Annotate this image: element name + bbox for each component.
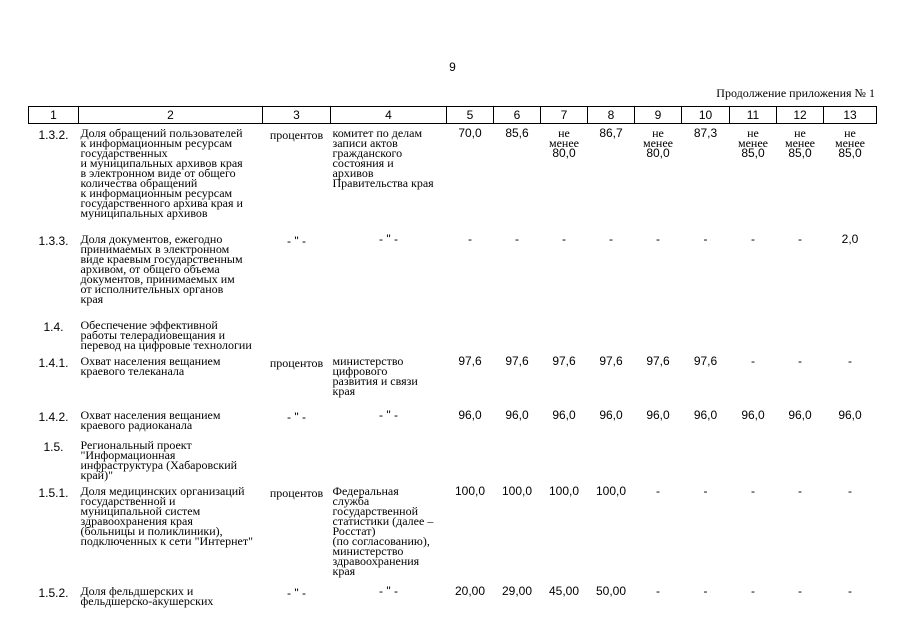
cell-line: 100,0	[548, 483, 580, 498]
unit-cell: процентов	[269, 128, 324, 142]
cell-line: 86,7	[599, 126, 623, 140]
cell-line: инфраструктура (Хабаровский	[80, 457, 238, 472]
indicator-name	[79, 482, 263, 582]
row-number: 1.5.1.	[38, 485, 69, 500]
table-row	[29, 352, 877, 406]
row-number: 1.4.2.	[38, 409, 69, 424]
cell-line: менее	[835, 136, 865, 150]
cell-line: Доля медицинских организаций	[80, 483, 245, 498]
cell-line: государственной и	[80, 493, 176, 508]
value-cell	[682, 436, 730, 482]
cell-line: -	[798, 483, 802, 498]
value-cell	[541, 406, 588, 436]
cell-line: край)"	[80, 467, 113, 482]
cell-line: развития и связи	[332, 373, 418, 388]
column-header: 8	[588, 107, 635, 124]
value-cell	[447, 352, 494, 406]
value-cell	[588, 352, 635, 406]
indicator-name	[79, 124, 263, 230]
cell-line: -	[609, 231, 613, 246]
unit-cell: процентов	[269, 485, 324, 500]
cell-line: не	[747, 126, 759, 140]
column-header: 5	[447, 107, 494, 124]
value-cell	[777, 316, 824, 352]
value-cell	[447, 582, 494, 618]
cell-line: -	[848, 583, 852, 598]
cell-line: 29,00	[501, 583, 533, 598]
cell-line: 96,0	[838, 407, 862, 422]
value-cell	[824, 316, 877, 352]
value-cell	[588, 230, 635, 316]
cell-line: 45,00	[548, 583, 580, 598]
column-header: 6	[494, 107, 541, 124]
cell-line: 97,6	[458, 353, 482, 368]
cell-line: и муниципальных архивов края	[80, 156, 243, 170]
cell-line: 96,0	[741, 407, 765, 422]
value-cell	[447, 436, 494, 482]
cell-line: виде краевым государственным	[80, 251, 243, 266]
indicator-name	[79, 582, 263, 618]
table-row	[29, 436, 877, 482]
value-cell	[824, 406, 877, 436]
value-cell	[588, 406, 635, 436]
cell-line: Доля фельдшерских и	[80, 583, 194, 598]
value-cell	[635, 582, 682, 618]
responsible-org	[331, 582, 447, 618]
indicators-table	[28, 106, 877, 618]
value-cell	[494, 124, 541, 230]
cell-line: фельдшерско-акушерских	[80, 593, 214, 608]
cell-line: не	[652, 126, 664, 140]
cell-line: (по согласованию),	[332, 533, 430, 548]
value-cell	[447, 406, 494, 436]
cell-line: 97,6	[693, 353, 718, 368]
cell-line: 96,0	[458, 407, 482, 422]
column-header: 13	[824, 107, 877, 124]
cell-line: краевого телеканала	[80, 363, 185, 378]
value-cell	[541, 352, 588, 406]
value-cell	[635, 230, 682, 316]
value-cell	[777, 482, 824, 582]
column-header: 3	[263, 107, 331, 124]
value-cell	[447, 230, 494, 316]
cell-line: 97,6	[646, 353, 670, 368]
cell-line: цифрового	[332, 363, 388, 378]
table-row	[29, 406, 877, 436]
cell-line: -	[798, 583, 802, 598]
responsible-org	[331, 230, 447, 316]
cell-line: -	[703, 583, 708, 598]
cell-line: края	[332, 563, 356, 578]
cell-line: -	[656, 231, 660, 246]
value-cell	[635, 482, 682, 582]
column-header: 9	[635, 107, 682, 124]
value-cell	[824, 436, 877, 482]
cell-line: -	[848, 483, 852, 498]
column-header: 10	[682, 107, 730, 124]
unit-cell: - " -	[287, 585, 306, 600]
cell-line: муниципальных архивов	[80, 206, 208, 220]
value-cell	[682, 582, 730, 618]
value-cell	[447, 124, 494, 230]
column-header: 4	[331, 107, 447, 124]
cell-line: гражданского	[332, 146, 403, 160]
value-cell	[777, 352, 824, 406]
cell-line: 96,0	[788, 407, 812, 422]
cell-line: министерство	[332, 353, 404, 368]
cell-line: Правительства края	[332, 176, 434, 190]
cell-line: -	[703, 231, 708, 246]
value-cell	[824, 482, 877, 582]
value-cell	[730, 124, 777, 230]
cell-line: от исполнительных органов	[80, 281, 224, 296]
cell-line: количества обращений	[80, 176, 198, 190]
column-header: 1	[29, 107, 79, 124]
value-cell	[777, 436, 824, 482]
value-cell	[730, 316, 777, 352]
cell-line: 87,3	[693, 126, 718, 140]
cell-line: менее	[785, 136, 815, 150]
cell-line: государственной	[332, 503, 419, 518]
cell-line: Росстат)	[332, 523, 376, 538]
continuation-label: Продолжение приложения № 1	[716, 86, 875, 100]
value-cell	[447, 316, 494, 352]
cell-line: статистики (далее –	[332, 513, 434, 528]
cell-line: - " -	[379, 231, 398, 246]
cell-line: -	[798, 231, 802, 246]
page-number: 9	[449, 60, 456, 74]
value-cell	[494, 582, 541, 618]
cell-line: не	[794, 126, 806, 140]
column-header: 2	[79, 107, 263, 124]
unit-cell	[263, 436, 331, 482]
value-cell	[777, 406, 824, 436]
cell-line: Региональный проект	[80, 437, 192, 452]
cell-line: -	[656, 583, 660, 598]
cell-line: принимаемых в электронном	[80, 241, 230, 256]
cell-line: края	[332, 383, 356, 398]
cell-line: -	[751, 483, 755, 498]
value-cell	[494, 436, 541, 482]
value-cell	[682, 352, 730, 406]
cell-line: 96,0	[646, 407, 670, 422]
cell-line: 70,0	[458, 126, 482, 140]
cell-line: архивов	[332, 166, 374, 180]
cell-line: к информационным ресурсам	[80, 186, 233, 200]
table-row	[29, 124, 877, 230]
cell-line: 100,0	[595, 483, 627, 498]
cell-line: записи актов	[332, 136, 398, 150]
cell-line: 97,6	[505, 353, 529, 368]
cell-line: 85,0	[838, 146, 862, 160]
value-cell	[777, 582, 824, 618]
value-cell	[541, 482, 588, 582]
value-cell	[730, 230, 777, 316]
value-cell	[682, 124, 730, 230]
value-cell	[730, 436, 777, 482]
cell-line: менее	[738, 136, 768, 150]
cell-line: 50,00	[595, 583, 627, 598]
column-header: 7	[541, 107, 588, 124]
value-cell	[588, 316, 635, 352]
cell-line: 96,0	[693, 407, 718, 422]
cell-line: -	[468, 231, 472, 246]
value-cell	[682, 482, 730, 582]
indicator-name	[79, 230, 263, 316]
cell-line: краевого радиоканала	[80, 417, 193, 432]
cell-line: здравоохранения	[332, 553, 420, 568]
cell-line: 97,6	[599, 353, 623, 368]
cell-line: -	[656, 483, 660, 498]
cell-line: -	[751, 583, 755, 598]
cell-line: Охват населения вещанием	[80, 407, 221, 422]
cell-line: Доля обращений пользователей	[80, 126, 243, 140]
cell-line: Доля документов, ежегодно	[80, 231, 223, 246]
value-cell	[730, 406, 777, 436]
cell-line: архивом, от общего объема	[80, 261, 220, 276]
value-cell	[588, 436, 635, 482]
cell-line: не	[558, 126, 570, 140]
header-row	[29, 107, 877, 124]
value-cell	[494, 352, 541, 406]
cell-line: - " -	[379, 583, 398, 598]
cell-line: к информационным ресурсам	[80, 136, 233, 150]
unit-cell	[263, 316, 331, 352]
indicator-name	[79, 352, 263, 406]
row-number: 1.3.3.	[38, 233, 69, 248]
value-cell	[682, 406, 730, 436]
table-row	[29, 582, 877, 618]
responsible-org	[331, 352, 447, 406]
value-cell	[777, 230, 824, 316]
responsible-org	[331, 124, 447, 230]
cell-line: - " -	[379, 407, 398, 422]
cell-line: 85,0	[741, 146, 765, 160]
value-cell	[494, 406, 541, 436]
cell-line: министерство	[332, 543, 404, 558]
cell-line: "Информационная	[80, 447, 176, 462]
indicator-name	[79, 436, 263, 482]
cell-line: менее	[549, 136, 579, 150]
value-cell	[494, 482, 541, 582]
cell-line: не	[844, 126, 856, 140]
cell-line: служба	[332, 493, 370, 508]
table-row	[29, 482, 877, 582]
column-header: 11	[730, 107, 777, 124]
value-cell	[588, 124, 635, 230]
table-row	[29, 316, 877, 352]
cell-line: работы телерадиовещания и	[80, 327, 226, 342]
value-cell	[635, 352, 682, 406]
cell-line: 96,0	[599, 407, 623, 422]
cell-line: документов, принимаемых им	[80, 271, 235, 286]
value-cell	[541, 582, 588, 618]
value-cell	[824, 352, 877, 406]
value-cell	[588, 582, 635, 618]
value-cell	[541, 124, 588, 230]
cell-line: 20,00	[454, 583, 486, 598]
cell-line: в электронном виде от общего	[80, 166, 236, 180]
value-cell	[730, 482, 777, 582]
cell-line: государственного архива края и	[80, 196, 243, 210]
cell-line: (больницы и поликлиники),	[80, 523, 223, 538]
cell-line: 2,0	[841, 231, 859, 246]
unit-cell: - " -	[287, 233, 306, 248]
row-number: 1.5.2.	[38, 585, 69, 600]
row-number: 1.5.	[43, 439, 64, 454]
value-cell	[635, 436, 682, 482]
value-cell	[682, 230, 730, 316]
value-cell	[635, 316, 682, 352]
cell-line: Обеспечение эффективной	[80, 317, 218, 332]
row-number: 1.4.1.	[38, 355, 69, 370]
cell-line: Федеральная	[332, 483, 399, 498]
cell-line: -	[515, 231, 519, 246]
cell-line: 85,0	[788, 146, 812, 160]
cell-line: -	[562, 231, 566, 246]
value-cell	[541, 230, 588, 316]
cell-line: 85,6	[505, 126, 529, 140]
value-cell	[494, 316, 541, 352]
cell-line: государственных	[80, 146, 168, 160]
table-row	[29, 230, 877, 316]
cell-line: здравоохранения края	[80, 513, 193, 528]
cell-line: 80,0	[646, 146, 670, 160]
row-number: 1.3.2.	[38, 128, 69, 142]
value-cell	[635, 406, 682, 436]
cell-line: 96,0	[552, 407, 576, 422]
value-cell	[777, 124, 824, 230]
unit-cell: - " -	[287, 409, 306, 424]
cell-line: -	[751, 353, 755, 368]
responsible-org	[331, 436, 447, 482]
cell-line: муниципальной систем	[80, 503, 201, 518]
value-cell	[824, 230, 877, 316]
cell-line: 80,0	[552, 146, 576, 160]
value-cell	[635, 124, 682, 230]
value-cell	[541, 316, 588, 352]
cell-line: подключенных к сети "Интернет"	[80, 533, 254, 548]
responsible-org	[331, 316, 447, 352]
row-number: 1.4.	[43, 319, 64, 334]
cell-line: -	[751, 231, 755, 246]
cell-line: перевод на цифровые технологии	[80, 337, 252, 352]
indicator-name	[79, 406, 263, 436]
cell-line: менее	[643, 136, 673, 150]
value-cell	[824, 124, 877, 230]
cell-line: 100,0	[454, 483, 486, 498]
value-cell	[447, 482, 494, 582]
cell-line: -	[798, 353, 802, 368]
value-cell	[541, 436, 588, 482]
table-body	[29, 124, 877, 618]
cell-line: 97,6	[552, 353, 576, 368]
cell-line: Охват населения вещанием	[80, 353, 221, 368]
value-cell	[730, 582, 777, 618]
cell-line: 100,0	[501, 483, 533, 498]
value-cell	[730, 352, 777, 406]
unit-cell: процентов	[269, 355, 324, 370]
cell-line: края	[80, 291, 104, 306]
cell-line: состояния и	[332, 156, 394, 170]
cell-line: комитет по делам	[332, 126, 423, 140]
indicator-name	[79, 316, 263, 352]
value-cell	[494, 230, 541, 316]
cell-line: -	[703, 483, 708, 498]
column-header: 12	[777, 107, 824, 124]
responsible-org	[331, 482, 447, 582]
value-cell	[588, 482, 635, 582]
cell-line: 96,0	[505, 407, 529, 422]
value-cell	[682, 316, 730, 352]
cell-line: -	[848, 353, 852, 368]
responsible-org	[331, 406, 447, 436]
value-cell	[824, 582, 877, 618]
